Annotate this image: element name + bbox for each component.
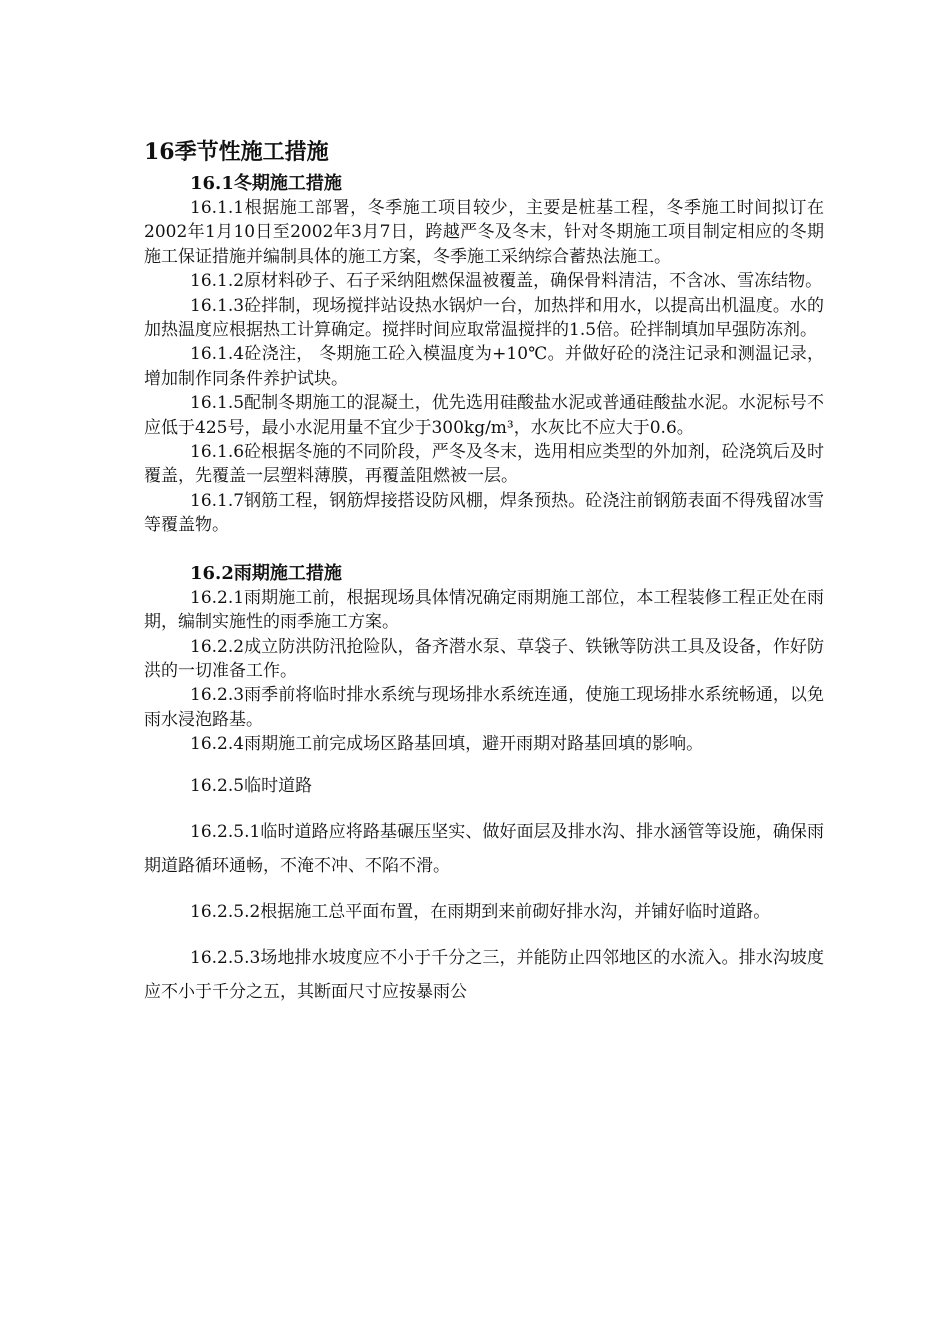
paragraph: 16.1.1根据施工部署，冬季施工项目较少，主要是桩基工程，冬季施工时间拟订在2002年1月10日至2002年3月7日，跨越严冬及冬末，针对冬期施工项目制定相应的冬期施工保证措施并编制具体的施工方案，冬季施工采纳综合蓄热法施工。 — [144, 198, 824, 267]
paragraph: 16.2.2成立防洪防汛抢险队，备齐潜水泵、草袋子、铁锹等防洪工具及设备，作好防洪的一切准备工作。 — [144, 636, 824, 681]
paragraph: 16.1.7钢筋工程，钢筋焊接搭设防风棚，焊条预热。砼浇注前钢筋表面不得残留冰雪等覆盖物。 — [144, 490, 824, 536]
paragraph: 16.1.4砼浇注， 冬期施工砼入模温度为+10℃。并做好砼的浇注记录和测温记录，增加制作同条件养护试块。 — [144, 344, 824, 389]
paragraph: 16.2.1雨期施工前，根据现场具体情况确定雨期施工部位，本工程装修工程正处在雨期，编制实施性的雨季施工方案。 — [144, 587, 824, 633]
section-spacer — [144, 538, 824, 562]
paragraph: 16.1.5配制冬期施工的混凝土，优先选用硅酸盐水泥或普通硅酸盐水泥。水泥标号不应低于425号，最小水泥用量不宜少于300kg/m³，水灰比不应大于0.6。 — [144, 393, 824, 438]
section-heading-winter: 16.1冬期施工措施 — [190, 173, 342, 194]
section-heading-rainy: 16.2雨期施工措施 — [190, 562, 342, 584]
paragraph: 16.2.3雨季前将临时排水系统与现场排水系统连通，使施工现场排水系统畅通，以免雨水浸泡路基。 — [144, 685, 824, 730]
paragraph: 16.2.5临时道路 — [190, 775, 313, 796]
paragraph: 16.1.6砼根据冬施的不同阶段，严冬及冬末，选用相应类型的外加剂，砼浇筑后及时覆盖，先覆盖一层塑料薄膜，再覆盖阻燃被一层。 — [144, 442, 824, 487]
paragraph: 16.1.3砼拌制，现场搅拌站设热水锅炉一台，加热拌和用水，以提高出机温度。水的加热温度应根据热工计算确定。搅拌时间应取常温搅拌的1.5倍。砼拌制填加早强防冻剂。 — [144, 295, 824, 341]
paragraph: 16.2.4雨期施工前完成场区路基回填，避开雨期对路基回填的影响。 — [190, 734, 704, 755]
paragraph: 16.2.5.2根据施工总平面布置，在雨期到来前砌好排水沟，并铺好临时道路。 — [190, 901, 771, 922]
document-title: 16季节性施工措施 — [144, 139, 329, 165]
document-body — [144, 136, 824, 1021]
paragraph: 16.1.2原材料砂子、石子采纳阻燃保温被覆盖，确保骨料清洁，不含冰、雪冻结物。 — [190, 271, 823, 292]
paragraph: 16.2.5.3场地排水坡度应不小于千分之三，并能防止四邻地区的水流入。排水沟坡度应不小于千分之五，其断面尺寸应按暴雨公 — [144, 947, 824, 1002]
paragraph: 16.2.5.1临时道路应将路基碾压坚实、做好面层及排水沟、排水涵管等设施，确保雨期道路循环通畅，不淹不冲、不陷不滑。 — [144, 821, 824, 876]
